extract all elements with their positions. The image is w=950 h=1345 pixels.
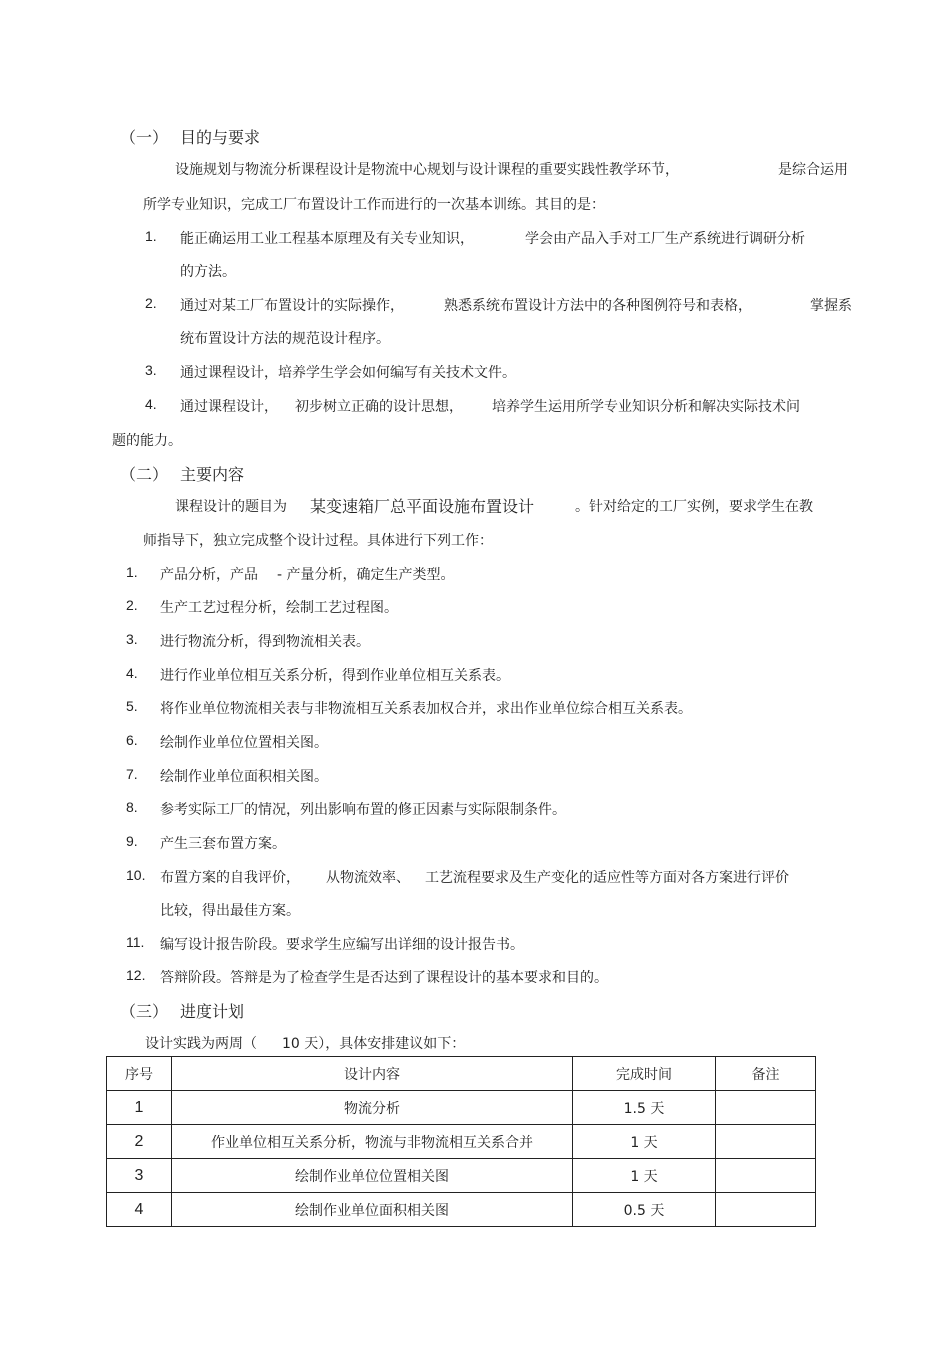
section3-heading: 进度计划 <box>180 1002 245 1021</box>
s2-item5-text: 将作业单位物流相关表与非物流相互关系表加权合并，求出作业单位综合相互关系表。 <box>160 701 692 717</box>
s2-item10-text-b: 从物流效率、 <box>326 870 410 886</box>
s1-item2-text-c: 掌握系 <box>810 298 852 314</box>
s1-item2-text-a: 通过对某工厂布置设计的实际操作， <box>180 298 404 314</box>
row-time: 1.5 天 <box>573 1091 716 1125</box>
s3-intro-a: 设计实践为两周（ <box>145 1036 257 1052</box>
row-note <box>716 1125 816 1159</box>
s1-item1-text-a: 能正确运用工业工程基本原理及有关专业知识， <box>180 231 474 247</box>
row-time: 1 天 <box>573 1125 716 1159</box>
s2-item1-text-b: - 产量分析，确定生产类型。 <box>277 567 455 583</box>
s1-item3-num: 3. <box>145 362 157 378</box>
table-header-row <box>107 1057 816 1091</box>
s1-item2-text-b: 熟悉系统布置设计方法中的各种图例符号和表格， <box>444 298 752 314</box>
row-seq: 1 <box>107 1091 172 1125</box>
table-row <box>107 1159 816 1193</box>
table-row <box>107 1193 816 1227</box>
s3-intro-b: 10 天），具体安排建议如下： <box>282 1036 466 1052</box>
section1-heading-number: （一） <box>120 128 169 147</box>
section1-para-line1a: 设施规划与物流分析课程设计是物流中心规划与设计课程的重要实践性教学环节， <box>175 162 679 178</box>
s2-item4-text: 进行作业单位相互关系分析，得到作业单位相互关系表。 <box>160 668 510 684</box>
s2-item4-num: 4. <box>126 665 138 681</box>
s2-item6-num: 6. <box>126 732 138 748</box>
s2-intro-line2: 师指导下，独立完成整个设计过程。具体进行下列工作： <box>143 533 493 549</box>
row-note <box>716 1091 816 1125</box>
table-row <box>107 1091 816 1125</box>
s2-item10-text-a: 布置方案的自我评价， <box>160 870 300 886</box>
s1-item2-cont: 统布置设计方法的规范设计程序。 <box>180 331 390 347</box>
s2-item3-num: 3. <box>126 631 138 647</box>
s1-item4-num: 4. <box>145 396 157 412</box>
s1-item1-num: 1. <box>145 228 157 244</box>
s1-item3-text-a: 通过课程设计，培养学生学会如何编写有关技术文件。 <box>180 365 516 381</box>
s2-item10-cont: 比较，得出最佳方案。 <box>160 903 300 919</box>
s2-item10-text-c: 工艺流程要求及生产变化的适应性等方面对各方案进行评价 <box>425 870 789 886</box>
s2-item12-num: 12. <box>126 967 146 983</box>
row-content: 绘制作业单位面积相关图 <box>172 1193 573 1227</box>
s1-item4-cont: 题的能力。 <box>112 433 182 449</box>
schedule-table <box>106 1056 816 1227</box>
s2-item2-num: 2. <box>126 597 138 613</box>
row-content: 物流分析 <box>172 1091 573 1125</box>
row-content: 作业单位相互关系分析，物流与非物流相互关系合并 <box>172 1125 573 1159</box>
header-time: 完成时间 <box>573 1057 716 1091</box>
header-content: 设计内容 <box>172 1057 573 1091</box>
section1-para-line1b: 是综合运用 <box>778 162 848 178</box>
section3-heading-number: （三） <box>120 1002 169 1021</box>
s2-item7-text: 绘制作业单位面积相关图。 <box>160 769 328 785</box>
row-time: 0.5 天 <box>573 1193 716 1227</box>
s2-item8-text: 参考实际工厂的情况，列出影响布置的修正因素与实际限制条件。 <box>160 802 566 818</box>
s2-item1-num: 1. <box>126 564 138 580</box>
s2-item6-text: 绘制作业单位位置相关图。 <box>160 735 328 751</box>
section1-heading: 目的与要求 <box>180 128 261 147</box>
s2-intro-title: 某变速箱厂总平面设施布置设计 <box>310 497 535 516</box>
s1-item1-cont: 的方法。 <box>180 264 236 280</box>
s1-item4-text-b: 初步树立正确的设计思想， <box>295 399 463 415</box>
row-seq: 2 <box>107 1125 172 1159</box>
s2-item12-text: 答辩阶段。答辩是为了检查学生是否达到了课程设计的基本要求和目的。 <box>160 970 608 986</box>
s2-item10-num: 10. <box>126 867 146 883</box>
section2-heading: 主要内容 <box>180 465 245 484</box>
s2-item7-num: 7. <box>126 766 138 782</box>
s2-item8-num: 8. <box>126 799 138 815</box>
s1-item1-text-b: 学会由产品入手对工厂生产系统进行调研分析 <box>525 231 805 247</box>
s2-item9-num: 9. <box>126 833 138 849</box>
s2-intro-a: 课程设计的题目为 <box>175 499 287 515</box>
header-note: 备注 <box>716 1057 816 1091</box>
row-time: 1 天 <box>573 1159 716 1193</box>
row-seq: 4 <box>107 1193 172 1227</box>
s1-item2-num: 2. <box>145 295 157 311</box>
row-note <box>716 1193 816 1227</box>
s2-item5-num: 5. <box>126 698 138 714</box>
s1-item4-text-a: 通过课程设计， <box>180 399 278 415</box>
section2-heading-number: （二） <box>120 465 169 484</box>
s2-item1-text-a: 产品分析，产品 <box>160 567 258 583</box>
s2-item9-text: 产生三套布置方案。 <box>160 836 286 852</box>
s2-item2-text: 生产工艺过程分析，绘制工艺过程图。 <box>160 600 398 616</box>
s2-item11-num: 11. <box>126 934 145 950</box>
row-seq: 3 <box>107 1159 172 1193</box>
s2-item11-text: 编写设计报告阶段。要求学生应编写出详细的设计报告书。 <box>160 937 524 953</box>
s1-item4-text-c: 培养学生运用所学专业知识分析和解决实际技术问 <box>492 399 800 415</box>
row-content: 绘制作业单位位置相关图 <box>172 1159 573 1193</box>
header-seq: 序号 <box>107 1057 172 1091</box>
section1-para-line2: 所学专业知识，完成工厂布置设计工作而进行的一次基本训练。其目的是： <box>143 197 605 213</box>
table-row <box>107 1125 816 1159</box>
s2-intro-b: 。针对给定的工厂实例，要求学生在教 <box>575 499 813 515</box>
row-note <box>716 1159 816 1193</box>
s2-item3-text: 进行物流分析，得到物流相关表。 <box>160 634 370 650</box>
